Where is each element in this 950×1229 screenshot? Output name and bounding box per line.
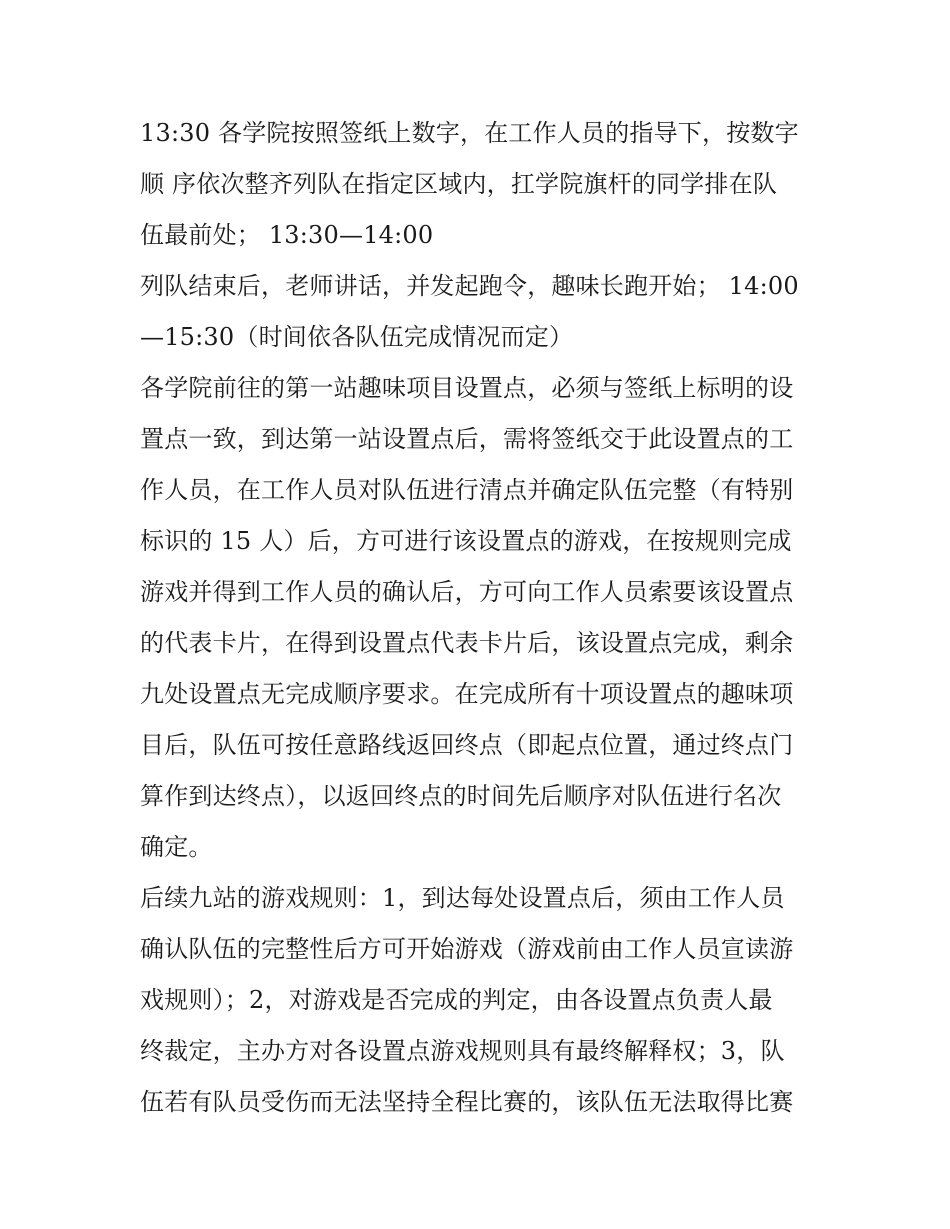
text-line: 置点一致，到达第一站设置点后，需将签纸交于此设置点的工 xyxy=(140,425,794,453)
document-body xyxy=(140,108,820,1128)
text-line: 目后，队伍可按任意路线返回终点（即起点位置，通过终点门 xyxy=(140,731,794,759)
text-line: 列队结束后，老师讲话，并发起跑令，趣味长跑开始； 14:00 xyxy=(140,272,799,300)
text-line: 终裁定，主办方对各设置点游戏规则具有最终解释权；3，队 xyxy=(140,1037,785,1065)
text-line: 算作到达终点），以返回终点的时间先后顺序对队伍进行名次 xyxy=(140,782,782,810)
text-line: —15:30（时间依各队伍完成情况而定） xyxy=(140,323,574,351)
text-line: 后续九站的游戏规则：1，到达每处设置点后，须由工作人员 xyxy=(140,884,785,912)
text-line: 作人员，在工作人员对队伍进行清点并确定队伍完整（有特别 xyxy=(140,476,794,504)
text-line: 顺 序依次整齐列队在指定区域内，扛学院旗杆的同学排在队 xyxy=(140,170,778,198)
text-line: 九处设置点无完成顺序要求。在完成所有十项设置点的趣味项 xyxy=(140,680,794,708)
text-line: 的代表卡片，在得到设置点代表卡片后，该设置点完成，剩余 xyxy=(140,629,794,657)
text-line: 13:30 各学院按照签纸上数字，在工作人员的指导下，按数字 xyxy=(140,119,799,147)
text-line: 伍若有队员受伤而无法坚持全程比赛的，该队伍无法取得比赛 xyxy=(140,1088,794,1116)
text-line: 标识的 15 人）后，方可进行该设置点的游戏，在按规则完成 xyxy=(140,527,792,555)
text-line: 确认队伍的完整性后方可开始游戏（游戏前由工作人员宣读游 xyxy=(140,935,794,963)
text-line: 各学院前往的第一站趣味项目设置点，必须与签纸上标明的设 xyxy=(140,374,794,402)
text-line: 游戏并得到工作人员的确认后，方可向工作人员索要该设置点 xyxy=(140,578,794,606)
text-line: 戏规则）；2，对游戏是否完成的判定，由各设置点负责人最 xyxy=(140,986,773,1014)
text-line: 确定。 xyxy=(140,833,213,861)
text-line: 伍最前处； 13:30—14:00 xyxy=(140,221,434,249)
